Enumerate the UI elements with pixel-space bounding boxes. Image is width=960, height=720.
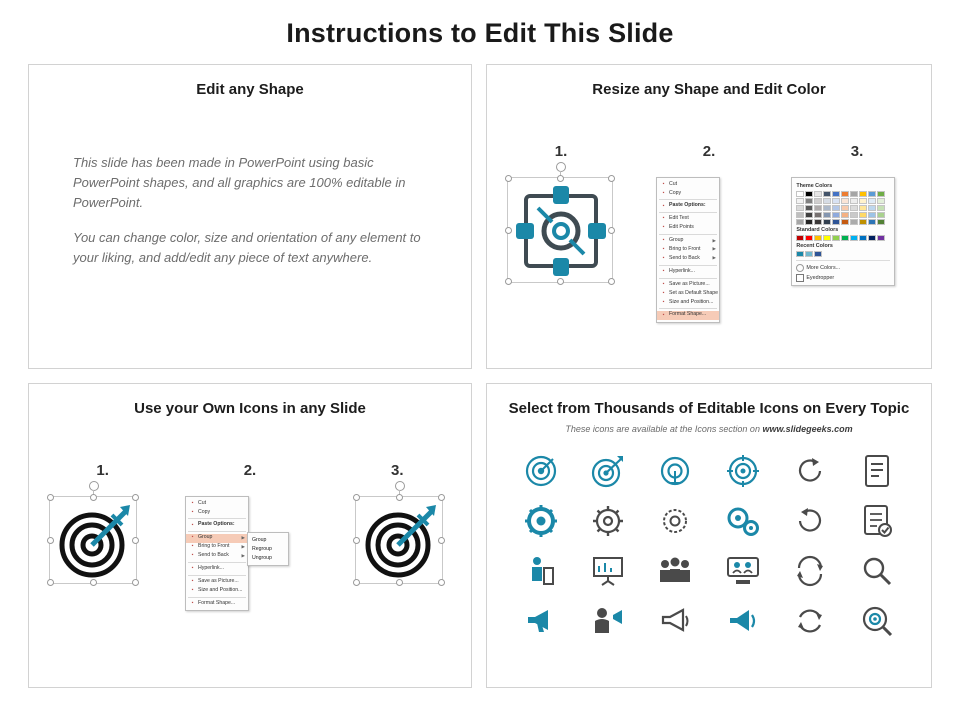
color-swatch[interactable] [850, 235, 858, 241]
color-swatch[interactable] [805, 205, 813, 211]
scissors-icon: ▪ [191, 499, 194, 506]
chevron-right-icon: ▶ [241, 552, 245, 558]
theme-colors-row-2[interactable] [796, 198, 890, 204]
menu-separator [659, 234, 717, 235]
target-arrow-filled-icon[interactable] [524, 454, 558, 488]
theme-colors-row-5[interactable] [796, 219, 890, 225]
color-swatch[interactable] [814, 205, 822, 211]
quadrant-resize-shape-title: Resize any Shape and Edit Color [592, 81, 826, 98]
handle-middle-right[interactable] [608, 227, 615, 234]
edit-shape-paragraph-2: You can change color, size and orientation of any element to your liking, and add/edit any piece of text anywhere. [73, 230, 421, 266]
context-menu-item[interactable] [657, 311, 719, 320]
presentation-board-icon[interactable] [591, 554, 625, 588]
context-menu[interactable] [656, 177, 720, 323]
cycle-arrows-icon[interactable] [794, 555, 826, 587]
context-menu-item-label: Save as Picture... [198, 577, 239, 584]
context-menu-item-label: Bring to Front [668, 246, 701, 253]
color-swatch[interactable] [868, 198, 876, 204]
handle-top-left[interactable] [353, 494, 360, 501]
menu-separator [659, 199, 717, 200]
size-icon: ▪ [191, 586, 194, 593]
color-swatch[interactable] [868, 205, 876, 211]
menu-separator [188, 562, 246, 563]
quadrant-icon-library-title: Select from Thousands of Editable Icons on Every Topic [508, 400, 910, 417]
megaphone-outline-icon[interactable] [658, 606, 692, 636]
chevron-right-icon: ▶ [241, 534, 245, 540]
handle-bottom-center[interactable] [557, 278, 564, 285]
handle-bottom-right[interactable] [438, 579, 445, 586]
back-icon: ▪ [662, 255, 665, 262]
color-swatch[interactable] [868, 191, 876, 197]
quadrant-resize-shape [486, 64, 932, 369]
context-menu-mock [656, 177, 752, 323]
standard-colors-label: Standard Colors [796, 227, 839, 233]
color-swatch[interactable] [796, 219, 804, 225]
context-menu-item[interactable] [186, 586, 248, 595]
group-icon: ▪ [191, 534, 194, 541]
paste-icon: ▪ [191, 521, 194, 528]
handle-bottom-left[interactable] [47, 579, 54, 586]
front-icon: ▪ [191, 543, 194, 550]
theme-colors-label: Theme Colors [796, 183, 833, 189]
context-menu-item[interactable] [657, 237, 719, 246]
color-swatch[interactable] [850, 219, 858, 225]
person-speaking-icon[interactable] [591, 605, 625, 637]
context-menu-item-label: Paste Options: [198, 521, 235, 528]
color-swatch[interactable] [814, 198, 822, 204]
context-menu-item-label: Group [668, 237, 684, 244]
handle-top-right[interactable] [608, 175, 615, 182]
submenu-item[interactable]: Ungroup [252, 554, 272, 561]
eyedropper-option[interactable] [796, 274, 890, 282]
color-swatch[interactable] [796, 235, 804, 241]
quadrant-icon-library [486, 383, 932, 688]
color-swatch[interactable] [796, 212, 804, 218]
context-menu-item-label: Hyperlink... [668, 267, 695, 274]
format-icon: ▪ [662, 311, 665, 318]
color-swatch[interactable] [805, 251, 813, 257]
icons-step-number-2: 2. [243, 462, 257, 479]
context-menu-item[interactable] [657, 180, 719, 189]
color-swatch[interactable] [832, 198, 840, 204]
color-swatch[interactable] [823, 205, 831, 211]
group-icon: ▪ [662, 237, 665, 244]
theme-colors-row-1[interactable] [796, 191, 890, 197]
color-swatch[interactable] [850, 212, 858, 218]
context-menu-item-label: Set as Default Shape [668, 289, 719, 296]
color-swatch[interactable] [841, 235, 849, 241]
eyedropper-label: Eyedropper [806, 275, 835, 281]
context-menu-item[interactable] [657, 298, 719, 307]
megaphone-teal-icon[interactable] [726, 606, 760, 636]
context-menu-item[interactable] [657, 245, 719, 254]
color-swatch[interactable] [877, 198, 885, 204]
context-menu-item[interactable] [657, 224, 719, 233]
color-swatch[interactable] [814, 212, 822, 218]
context-menu-item-label: Hyperlink... [198, 565, 224, 572]
eyedropper-icon [796, 274, 804, 282]
context-menu-item[interactable] [657, 202, 719, 211]
color-swatch[interactable] [868, 235, 876, 241]
color-swatch[interactable] [859, 205, 867, 211]
recent-colors-label: Recent Colors [796, 243, 833, 249]
divider [796, 260, 890, 261]
handle-bottom-center[interactable] [396, 579, 403, 586]
color-swatch[interactable] [859, 198, 867, 204]
chevron-right-icon: ▶ [712, 237, 716, 243]
context-menu-item[interactable] [657, 189, 719, 198]
icons-step-number-1: 1. [96, 462, 109, 479]
picture-icon: ▪ [191, 578, 194, 585]
handle-bottom-center[interactable] [90, 579, 97, 586]
quadrant-icon-library-subtitle [487, 424, 931, 434]
rotate-handle[interactable] [556, 162, 566, 172]
context-menu-item-label: Edit Points [668, 224, 694, 231]
color-swatch[interactable] [877, 191, 885, 197]
back-icon: ▪ [191, 552, 194, 559]
context-menu-item[interactable] [186, 552, 248, 561]
color-swatch[interactable] [823, 191, 831, 197]
context-menu-item-label: Cut [198, 499, 207, 506]
color-swatch[interactable] [868, 219, 876, 225]
resize-step-number-3: 3. [850, 143, 864, 160]
more-colors-option[interactable] [796, 264, 890, 272]
scissors-icon: ▪ [662, 180, 665, 187]
color-swatch[interactable] [814, 191, 822, 197]
color-swatch[interactable] [796, 198, 804, 204]
handle-top-center[interactable] [90, 494, 97, 501]
context-menu-item-label: Paste Options: [668, 202, 706, 209]
link-icon: ▪ [191, 565, 194, 572]
gear-outline-icon[interactable] [591, 504, 625, 538]
handle-top-left[interactable] [505, 175, 512, 182]
handle-bottom-right[interactable] [132, 579, 139, 586]
resize-shape-illustration [507, 177, 617, 283]
recent-colors-row[interactable] [796, 251, 890, 257]
text-icon: ▪ [662, 215, 665, 222]
gear-filled-icon[interactable] [524, 504, 558, 538]
default-shape-icon: ▪ [662, 289, 665, 296]
context-menu-item-label: Send to Back [668, 254, 700, 261]
handle-top-left[interactable] [47, 494, 54, 501]
submenu-item[interactable]: Group [252, 536, 267, 543]
color-swatch[interactable] [805, 219, 813, 225]
target-search-icon[interactable] [860, 604, 894, 638]
context-menu-icons[interactable] [185, 496, 249, 611]
color-wheel-icon [796, 264, 804, 272]
context-menu-item-label: Format Shape... [668, 311, 707, 318]
context-menu-item[interactable] [657, 215, 719, 224]
format-icon: ▪ [191, 599, 194, 606]
handle-bottom-left[interactable] [505, 278, 512, 285]
recycle-arrows-icon[interactable] [794, 605, 826, 637]
menu-separator [188, 597, 246, 598]
quadrant-edit-shape-title: Edit any Shape [196, 81, 304, 98]
target-crosshair-icon[interactable] [726, 454, 760, 488]
handle-middle-left[interactable] [47, 537, 54, 544]
color-swatch[interactable] [841, 191, 849, 197]
rotate-arrow-icon[interactable] [794, 505, 826, 537]
color-swatch[interactable] [796, 205, 804, 211]
context-menu-item-label: Edit Text [668, 215, 689, 222]
context-menu-item-label: Copy [668, 189, 682, 196]
context-menu-item[interactable] [657, 267, 719, 276]
handle-top-center[interactable] [396, 494, 403, 501]
context-menu-item-label: Save as Picture... [668, 280, 710, 287]
context-menu-item[interactable] [186, 599, 248, 608]
color-swatch[interactable] [805, 191, 813, 197]
handle-bottom-left[interactable] [353, 579, 360, 586]
context-menu-item-label: Size and Position... [668, 298, 714, 305]
refresh-clockwise-icon[interactable] [794, 455, 826, 487]
color-swatch[interactable] [832, 205, 840, 211]
front-icon: ▪ [662, 246, 665, 253]
color-swatch[interactable] [850, 191, 858, 197]
team-meeting-icon[interactable] [726, 555, 760, 587]
copy-icon: ▪ [191, 508, 194, 515]
quadrant-own-icons-title: Use your Own Icons in any Slide [134, 400, 366, 417]
magnifier-icon[interactable] [861, 555, 893, 587]
rotate-handle[interactable] [89, 481, 99, 491]
size-icon: ▪ [662, 298, 665, 305]
context-menu-item[interactable] [657, 280, 719, 289]
color-swatch[interactable] [877, 205, 885, 211]
points-icon: ▪ [662, 224, 665, 231]
quadrant-edit-shape [28, 64, 472, 369]
theme-colors-row-3[interactable] [796, 205, 890, 211]
picture-icon: ▪ [662, 280, 665, 287]
group-submenu[interactable] [247, 532, 289, 566]
menu-separator [659, 308, 717, 309]
theme-colors-row-4[interactable] [796, 212, 890, 218]
color-swatch[interactable] [823, 235, 831, 241]
color-swatch[interactable] [859, 212, 867, 218]
color-swatch[interactable] [859, 191, 867, 197]
color-picker-mock [791, 177, 911, 286]
color-swatch[interactable] [859, 219, 867, 225]
color-swatch[interactable] [850, 205, 858, 211]
target-dart-mock-1 [49, 496, 145, 584]
context-menu-item-label: Size and Position... [198, 586, 243, 593]
chevron-right-icon: ▶ [712, 255, 716, 261]
person-podium-icon[interactable] [526, 554, 556, 588]
color-swatch[interactable] [805, 198, 813, 204]
menu-separator [659, 265, 717, 266]
color-swatch[interactable] [841, 205, 849, 211]
color-swatch[interactable] [814, 251, 822, 257]
menu-separator [659, 212, 717, 213]
color-swatch[interactable] [823, 212, 831, 218]
handle-middle-right[interactable] [438, 537, 445, 544]
context-menu-item[interactable] [186, 543, 248, 552]
context-menu-item[interactable] [657, 254, 719, 263]
color-swatch[interactable] [841, 219, 849, 225]
menu-separator [188, 575, 246, 576]
color-swatch[interactable] [877, 219, 885, 225]
color-swatch[interactable] [814, 235, 822, 241]
handle-top-center[interactable] [557, 175, 564, 182]
chevron-right-icon: ▶ [241, 543, 245, 549]
handle-middle-right[interactable] [132, 537, 139, 544]
icon-library-site-link[interactable]: www.slidegeeks.com [762, 424, 853, 434]
menu-separator [188, 518, 246, 519]
color-swatch[interactable] [823, 219, 831, 225]
icons-step-number-3: 3. [391, 462, 404, 479]
color-swatch[interactable] [832, 191, 840, 197]
color-swatch[interactable] [814, 219, 822, 225]
icon-library-grid [507, 446, 911, 646]
context-menu-item-label: Send to Back [198, 552, 229, 559]
chevron-right-icon: ▶ [712, 246, 716, 252]
gear-dotted-icon[interactable] [658, 504, 692, 538]
link-icon: ▪ [662, 267, 665, 274]
context-menu-item-label: Copy [198, 508, 211, 515]
gears-pair-icon[interactable] [725, 504, 761, 538]
context-menu-item[interactable] [186, 564, 248, 573]
color-swatch[interactable] [859, 235, 867, 241]
edit-shape-paragraph-1: This slide has been made in PowerPoint using basic PowerPoint shapes, and all graphics are 100% editable in PowerPoint. [73, 155, 406, 211]
context-menu-item-label: Bring to Front [198, 543, 230, 550]
handle-middle-left[interactable] [505, 227, 512, 234]
settings-shape-icon [508, 178, 614, 284]
context-menu-item[interactable] [186, 577, 248, 586]
color-swatch[interactable] [877, 212, 885, 218]
menu-separator [659, 278, 717, 279]
handle-bottom-right[interactable] [608, 278, 615, 285]
page-title: Instructions to Edit This Slide [286, 18, 674, 48]
context-menu-group-mock [185, 496, 315, 611]
resize-step-number-1: 1. [554, 143, 568, 160]
color-swatch[interactable] [841, 212, 849, 218]
color-swatch[interactable] [796, 251, 804, 257]
color-swatch[interactable] [841, 198, 849, 204]
context-menu-item-label: Group [198, 534, 213, 541]
target-arrow-ring-icon[interactable] [658, 454, 692, 488]
color-swatch[interactable] [868, 212, 876, 218]
context-menu-item-label: Cut [668, 180, 678, 187]
color-swatch[interactable] [796, 191, 804, 197]
context-menu-item[interactable] [657, 289, 719, 298]
context-menu-item[interactable] [186, 508, 248, 517]
team-group-icon[interactable] [657, 555, 693, 587]
color-swatch[interactable] [850, 198, 858, 204]
rotate-handle[interactable] [395, 481, 405, 491]
more-colors-label: More Colors... [806, 265, 841, 271]
document-list-icon[interactable] [862, 454, 892, 488]
color-swatch[interactable] [877, 235, 885, 241]
color-swatch[interactable] [805, 212, 813, 218]
context-menu-item[interactable] [186, 534, 248, 543]
target-dart-mock-2 [355, 496, 451, 584]
color-swatch[interactable] [832, 212, 840, 218]
megaphone-filled-icon[interactable] [524, 606, 558, 636]
context-menu-item[interactable] [186, 499, 248, 508]
icon-library-subtitle-prefix: These icons are available at the Icons section on [565, 424, 763, 434]
paste-icon: ▪ [662, 202, 665, 209]
menu-separator [188, 531, 246, 532]
color-swatch[interactable] [832, 219, 840, 225]
context-menu-item[interactable] [186, 521, 248, 530]
submenu-item[interactable]: Regroup [252, 545, 272, 552]
target-dart-icon[interactable] [591, 454, 625, 488]
color-picker[interactable] [791, 177, 895, 286]
handle-middle-left[interactable] [353, 537, 360, 544]
target-dart-icon [356, 497, 444, 585]
color-swatch[interactable] [823, 198, 831, 204]
color-swatch[interactable] [832, 235, 840, 241]
handle-top-right[interactable] [132, 494, 139, 501]
standard-colors-row[interactable] [796, 235, 890, 241]
handle-top-right[interactable] [438, 494, 445, 501]
target-dart-icon [50, 497, 138, 585]
quadrant-own-icons [28, 383, 472, 688]
color-swatch[interactable] [805, 235, 813, 241]
context-menu-item-label: Format Shape... [198, 599, 236, 606]
copy-icon: ▪ [662, 189, 665, 196]
resize-step-number-2: 2. [702, 143, 716, 160]
checklist-document-icon[interactable] [862, 504, 892, 538]
